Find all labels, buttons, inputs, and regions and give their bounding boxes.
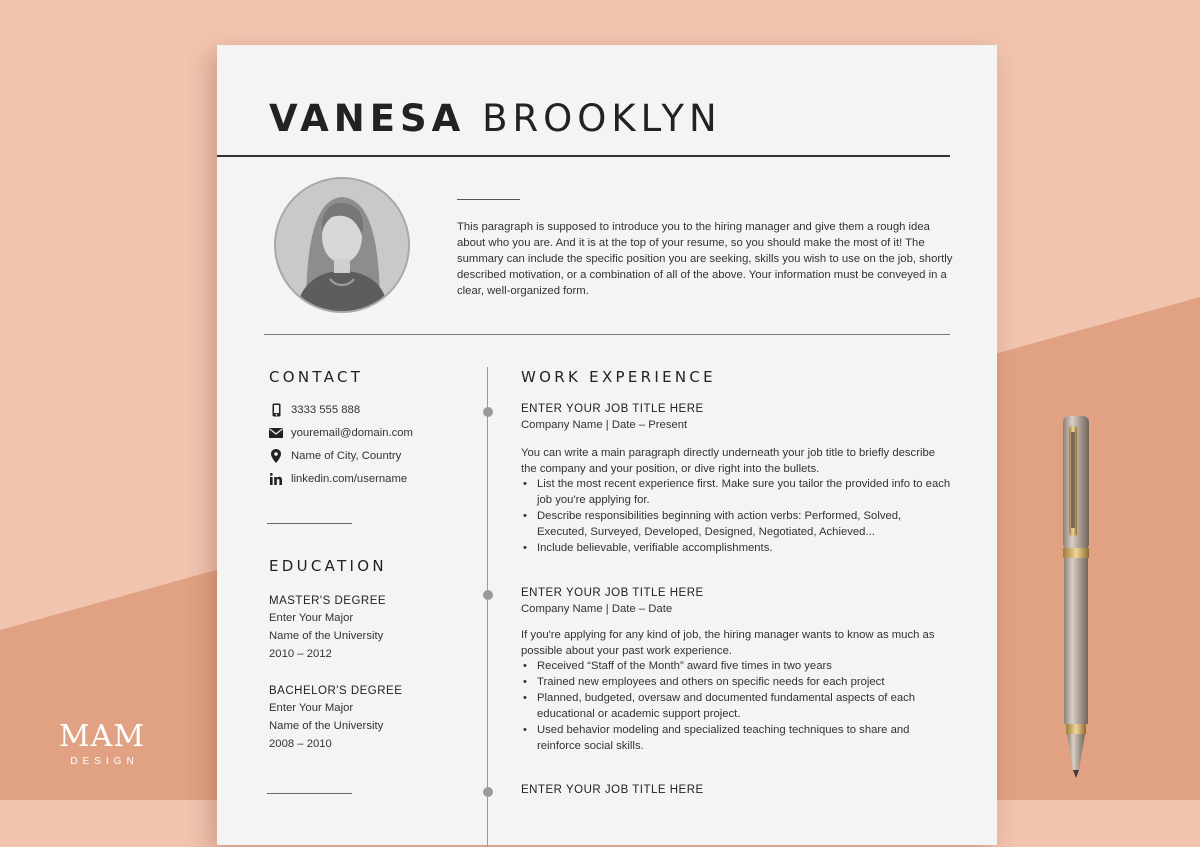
education-major-2: Enter Your Major (269, 702, 354, 714)
timeline-dot-3 (483, 787, 493, 797)
phone-icon (269, 403, 283, 417)
contact-linkedin (269, 471, 407, 487)
email-text: youremail@domain.com (291, 427, 413, 439)
education-university-2: Name of the University (269, 720, 384, 732)
job-bullets-2 (521, 658, 951, 754)
list-item: • List the most recent experience first. Make sure you tailor the provided info to each job you're applying for. (521, 476, 951, 508)
job-description-1: You can write a main paragraph directly underneath your job title to briefly describe the company and your position, or dive right into the bullets. (521, 447, 936, 475)
timeline-dot-2 (483, 590, 493, 600)
contact-heading: CONTACT (269, 368, 364, 386)
list-item: • Received “Staff of the Month” award five times in two years (521, 658, 951, 674)
job-description-2: If you're applying for any kind of job, the hiring manager wants to know as much as possible about your past work experience. (521, 629, 935, 657)
first-name: VANESA (269, 97, 466, 140)
mam-design-logo (52, 719, 152, 767)
linkedin-text: linkedin.com/username (291, 473, 408, 485)
phone-text: 3333 555 888 (291, 404, 361, 416)
work-experience-heading: WORK EXPERIENCE (521, 368, 716, 386)
contact-end-rule (267, 523, 352, 524)
education-heading: EDUCATION (269, 557, 387, 575)
education-university-1: Name of the University (269, 630, 384, 642)
envelope-icon (269, 426, 283, 440)
header-rule (217, 155, 950, 157)
job-title-1: ENTER YOUR JOB TITLE HERE (521, 403, 704, 415)
job-bullets-1 (521, 476, 951, 556)
timeline-dot-1 (483, 407, 493, 417)
location-text: Name of City, Country (291, 450, 402, 462)
logo-sub-text: DESIGN (70, 756, 139, 767)
pen-image (1055, 412, 1095, 787)
list-item: • Used behavior modeling and specialized teaching techniques to share and reinforce social skills. (521, 722, 951, 754)
education-degree-2: BACHELOR'S DEGREE (269, 685, 403, 697)
education-years-2: 2008 – 2010 (269, 738, 332, 750)
education-end-rule (267, 793, 352, 794)
list-item: • Planned, budgeted, oversaw and documented fundamental aspects of each educational or academic support project. (521, 690, 951, 722)
summary-rule (457, 199, 520, 200)
last-name: BROOKLYN (482, 97, 722, 140)
section-divider (264, 334, 950, 335)
contact-phone (269, 402, 360, 418)
resume-page (217, 45, 997, 845)
summary-paragraph: This paragraph is supposed to introduce you to the hiring manager and give them a rough idea about who you are. And it is at the top of your resume, so you should make the most of it! The summary can include the specific position you are seeking, skills you wish to use on the job, shortly described motivation, or a combination of all of the above. Your information must be conveyed in a clear, well-organized form. (457, 221, 953, 297)
contact-email (269, 425, 413, 441)
profile-photo (274, 177, 410, 313)
list-item: • Include believable, verifiable accomplishments. (521, 540, 951, 556)
job-meta-1: Company Name | Date – Present (521, 419, 688, 431)
education-major-1: Enter Your Major (269, 612, 354, 624)
list-item: • Describe responsibilities beginning with action verbs: Performed, Solved, Executed, Surveyed, Developed, Designed, Negotiated, Achieved... (521, 508, 951, 540)
timeline-line (487, 367, 488, 847)
job-title-3: ENTER YOUR JOB TITLE HERE (521, 784, 704, 796)
resume-name (269, 97, 722, 140)
linkedin-icon (269, 472, 283, 486)
job-title-2: ENTER YOUR JOB TITLE HERE (521, 587, 704, 599)
logo-main-text: MAM (58, 719, 146, 754)
contact-location (269, 448, 401, 464)
map-pin-icon (269, 449, 283, 463)
list-item: • Trained new employees and others on specific needs for each project (521, 674, 951, 690)
education-years-1: 2010 – 2012 (269, 648, 332, 660)
education-degree-1: MASTER'S DEGREE (269, 595, 387, 607)
job-meta-2: Company Name | Date – Date (521, 603, 673, 615)
